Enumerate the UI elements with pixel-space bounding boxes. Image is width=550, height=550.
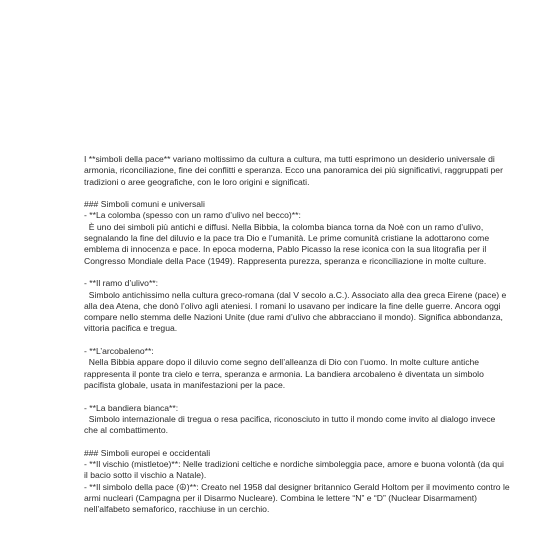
item-title: - **La bandiera bianca**: [84,402,179,413]
document-body [84,154,513,516]
intro-paragraph: I **simboli della pace** variano moltissimo da cultura a cultura, ma tutti esprimono un desiderio universale di armonia, riconciliazione, fine dei conflitti e speranza. Ecco una panoramica dei più significativi, raggruppati per tradizioni o aree geografiche, con le loro origini e significati. [84,154,506,187]
spacer [84,436,510,447]
spacer [84,335,510,346]
item-body: Nella Bibbia appare dopo il diluvio come segno dell’alleanza di Dio con l’uomo. In molte culture antiche rappresenta il ponte tra cielo e terra, speranza e armonia. La bandiera arcobaleno è diventata un simbolo pacifista globale, usata in manifestazioni per la pace. [84,357,487,390]
item-body: È uno dei simboli più antichi e diffusi. Nella Bibbia, la colomba bianca torna da Noè con un ramo d’ulivo, segnalando la fine del diluvio e la pace tra Dio e l’umanità. Le prime comunità cristiane la adottarono come emblema di innocenza e pace. In epoca moderna, Pablo Picasso la rese iconica con la sua litografia per il Congresso Mondiale della Pace (1949). Rappresenta purezza, speranza e riconciliazione in molte culture. [84,221,492,266]
item-title: - **La colomba (spesso con un ramo d’ulivo nel becco)**: [84,210,301,221]
item-title: - **Il simbolo della pace (☮)**: Creato nel 1958 dal designer britannico Gerald Holtom per il movimento contro le armi nucleari (Campagna per il Disarmo Nucleare). Combina le lettere “N” e “D” (Nuclear Disarmament) nell’alfabeto semaforico, racchiuse in un cerchio. [84,481,513,515]
spacer [84,267,510,278]
item-title: - **Il ramo d’ulivo**: [84,278,159,289]
section-heading: ### Simboli europei e occidentali [84,447,211,458]
item-body: Simbolo antichissimo nella cultura greco-romana (dal V secolo a.C.). Associato alla dea greca Eirene (pace) e alla dea Atena, che donò l’olivo agli ateniesi. I romani lo usavano per indicare la fine delle guerre. Ancora oggi compare nello stemma delle Nazioni Unite (due rami d’ulivo che abbracciano il mondo). Significa abbondanza, vittoria pacifica e tregua. [84,289,509,334]
item-body: Simbolo internazionale di tregua o resa pacifica, riconosciuto in tutto il mondo come invito al dialogo invece che al combattimento. [84,413,498,436]
spacer [84,391,510,402]
section-heading: ### Simboli comuni e universali [84,199,205,210]
item-title: - **L’arcobaleno**: [84,346,154,357]
item-title: - **Il vischio (mistletoe)**: Nelle tradizioni celtiche e nordiche simboleggia pace, amore e buona volontà (da qui il bacio sotto il vischio a Natale). [84,459,507,481]
spacer [84,188,510,199]
